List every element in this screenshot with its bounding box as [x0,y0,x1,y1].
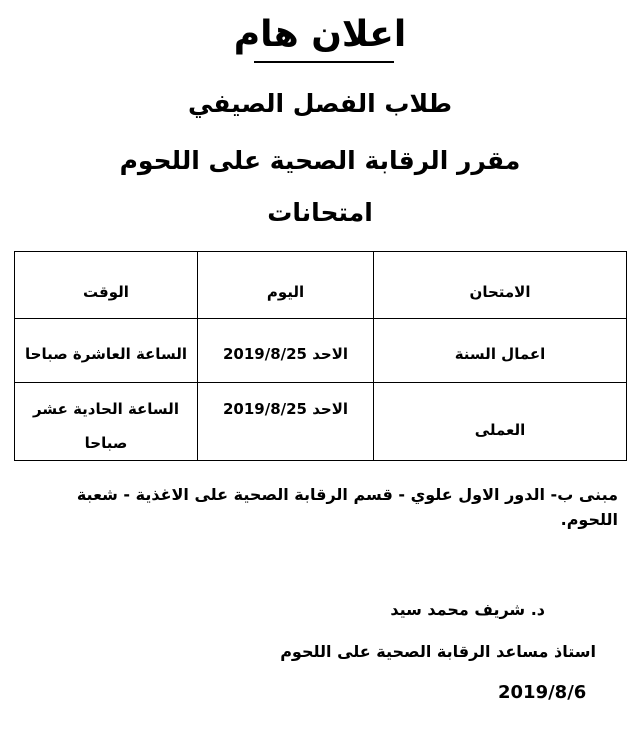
exam-schedule-table [14,251,627,461]
signature-title: استاذ مساعد الرقابة الصحية على اللحوم [280,642,596,661]
exams-subheading: امتحانات [267,198,373,227]
table-border-right [626,251,627,461]
row1-day: الاحد 2019/8/25 [222,345,349,363]
header-exam: الامتحان [469,283,531,301]
row2-time-line1: الساعة الحادية عشر [33,400,179,418]
students-subheading: طلاب الفصل الصيفي [187,89,453,118]
course-subheading: مقرر الرقابة الصحية على اللحوم [119,146,521,175]
table-row-divider [14,318,627,319]
row2-exam: العملى [474,421,526,439]
row2-day: الاحد 2019/8/25 [222,400,349,418]
header-day: اليوم [266,283,305,301]
header-time: الوقت [83,283,129,301]
table-row-divider [14,382,627,383]
row2-time-line2: صباحا [84,434,128,452]
signature-name: د. شريف محمد سيد [390,600,545,619]
announcement-date: 2019/8/6 [498,682,587,703]
location-note: مبنى ب- الدور الاول علوي - قسم الرقابة الصحية على الاغذية - شعبة اللحوم. [76,485,618,529]
announcement-heading: اعلان هام [233,14,407,55]
table-border-bottom [14,460,627,461]
row1-exam: اعمال السنة [454,345,546,363]
table-border-top [14,251,627,252]
row1-time: الساعة العاشرة صباحا [25,345,187,363]
heading-underline [254,61,394,63]
